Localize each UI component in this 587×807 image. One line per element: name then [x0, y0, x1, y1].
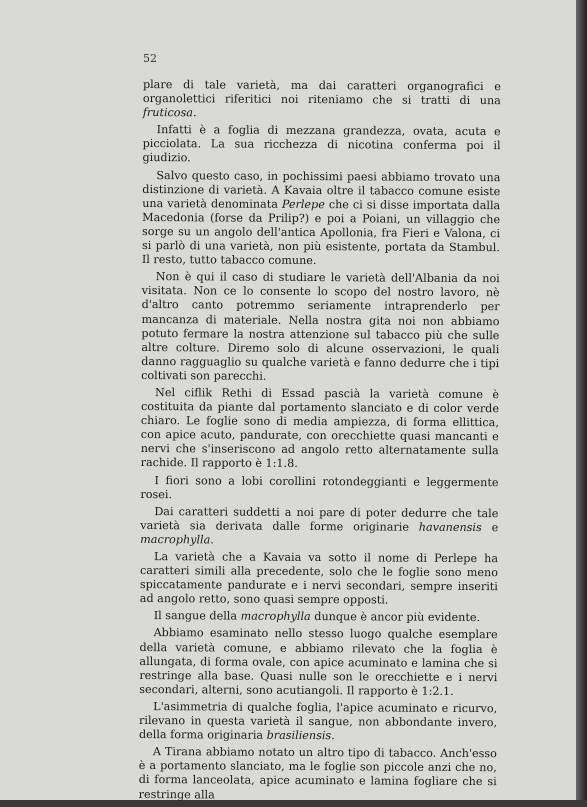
paragraph: I fiori sono a lobi corollini rotondeggianti e leggermente rosei. [140, 473, 499, 501]
paragraph: A Tirana abbiamo notato un altro tipo di tabacco. Anch'esso è a portamento slanciato, ma le foglie son piccole anzi che no, di forma lanceolata, apice acuminato e lamina fogliare che si restringe alla [138, 745, 497, 801]
paragraph: L'asimmetria di qualche foglia, l'apice acuminato e ricurvo, rilevano in questa varietà il sangue, non abbondante invero, della forma originaria brasiliensis. [138, 700, 498, 743]
paragraph: Infatti è a foglia di mezzana grandezza, ovata, acuta e picciolata. La sua ricchezza di nicotina conferma poi il giudizio. [142, 123, 501, 165]
page-edge-shadow [576, 0, 587, 800]
paragraph: Nel ciflik Rethi di Essad pascià la varietà comune è costituita da piante dal portamento slanciato e di color verde chiaro. Le foglie sono di media ampiezza, di forma ellittica, con apice acuto, pandurate, con orecchiette quasi mancanti e nervi che s'inseriscono ad angolo retto alternatamente sulla rachide. Il rapporto è 1:1.8. [140, 386, 500, 471]
paragraph: Salvo questo caso, in pochissimi paesi abbiamo trovato una distinzione di varietà. A Kavaia oltre il tabacco comune esiste una varietà denominata Perlepe che ci si disse importata dalla Macedonia (forse da Prilip?) e poi a Poiani, un villaggio che sorge su un angolo dell'antica Apollonia, fra Fieri e Valona, ci si parlò di una varietà, non più esistente, portata da Stambul. Il resto, tutto tabacco comune. [141, 168, 501, 268]
italic-term: havanensis [418, 520, 482, 534]
paragraph: Il sangue della macrophylla dunque è ancor più evidente. [153, 609, 481, 625]
page-number: 52 [143, 52, 157, 65]
italic-term: Perlepe [281, 197, 325, 211]
paragraph: plare di tale varietà, ma dai caratteri organografici e organolettici riferitici noi riteniamo che si tratti di una fruticosa. [142, 78, 501, 120]
body-text [139, 78, 501, 807]
italic-term: macrophylla [240, 609, 311, 624]
italic-term: fruticosa [142, 106, 194, 120]
italic-term: brasiliensis [266, 728, 332, 743]
paragraph: Non è qui il caso di studiare le varietà dell'Albania da noi visitata. Non ce lo consente lo scopo del nostro lavoro, nè d'altro canto potremmo seriamente intraprenderlo per mancanza di materiale. Nella nostra gita noi non abbiamo potuto fermare la nostra attenzione sul tabacco più che sulle altre colture. Diremo solo di alcune osservazioni, le quali danno ragguaglio su qualche varietà e fanno dedurre che i tipi coltivati son parecchi. [141, 270, 500, 383]
paragraph: Dai caratteri suddetti a noi pare di poter dedurre che tale varietà sia derivata dalle forme originarie havanensis e macrophylla. [140, 504, 499, 547]
italic-term: macrophylla [140, 532, 211, 547]
paragraph: Abbiamo esaminato nello stesso luogo qualche esemplare della varietà comune, e abbiamo rilevato che la foglia è allungata, di forma ovale, con apice acuminato e lamina che si restringe alla base. Quasi nulle son le orecchiette e i nervi secondari, alterni, sono acutiangoli. Il rapporto è 1:2.1. [139, 626, 498, 698]
paragraph: La varietà che a Kavaia va sotto il nome di Perlepe ha caratteri simili alla precedente, solo che le foglie sono meno spiccatamente pandurate e i nervi secondari, sempre inseriti ad angolo retto, sono quasi sempre opposti. [139, 550, 499, 607]
